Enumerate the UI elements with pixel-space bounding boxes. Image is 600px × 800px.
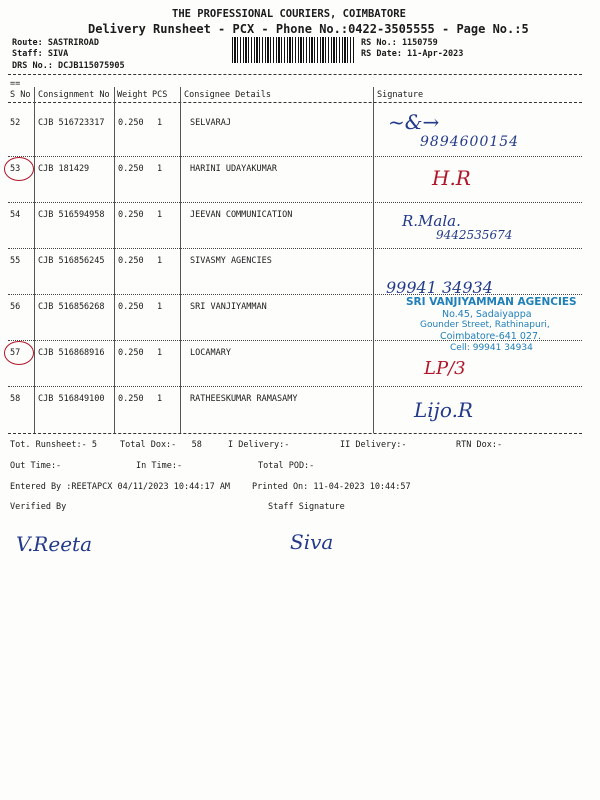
col-consignee: Consignee Details	[184, 90, 271, 100]
total-dox: Total Dox:- 58	[120, 440, 202, 450]
total-pod: Total POD:-	[258, 461, 315, 471]
col-sno: S No	[10, 90, 31, 100]
tot-runsheet: Tot. Runsheet:- 5	[10, 440, 97, 450]
highlight-circle	[4, 157, 34, 181]
row-sno: 57	[10, 348, 21, 358]
ii-delivery: II Delivery:-	[340, 440, 407, 450]
staff-label: Staff: SIVA	[12, 49, 69, 59]
row-consignee: SIVASMY AGENCIES	[190, 256, 272, 266]
row-consignment: CJB 516849100	[38, 394, 105, 404]
row-consignee: SELVARAJ	[190, 118, 231, 128]
row-weight: 0.250	[118, 302, 144, 312]
row-consignment: CJB 516594958	[38, 210, 105, 220]
row-consignee: SRI VANJIYAMMAN	[190, 302, 267, 312]
agency-stamp	[398, 296, 588, 358]
signature-phone-54: 9442535674	[436, 228, 513, 242]
table-marker: ==	[10, 79, 21, 89]
staff-signature: Siva	[290, 530, 334, 554]
row-sno: 52	[10, 118, 21, 128]
signature-phone-52: 9894600154	[420, 134, 520, 150]
row-consignment: CJB 516723317	[38, 118, 105, 128]
signature-name-54: R.Mala.	[402, 212, 461, 230]
row-pcs: 1	[157, 256, 163, 266]
col-signature: Signature	[377, 90, 424, 100]
row-consignment: CJB 516856268	[38, 302, 105, 312]
col-weight: Weight	[117, 90, 148, 100]
row-weight: 0.250	[118, 348, 144, 358]
row-sno: 58	[10, 394, 21, 404]
col-divider	[180, 87, 181, 433]
row-consignment: CJB 516868916	[38, 348, 105, 358]
row-weight: 0.250	[118, 118, 144, 128]
row-divider	[8, 202, 582, 203]
row-divider	[8, 248, 582, 249]
col-divider	[373, 87, 374, 433]
rs-date: RS Date: 11-Apr-2023	[361, 49, 464, 59]
col-consignment: Consignment No	[38, 90, 110, 100]
drs-number: DRS No.: DCJB115075905	[12, 61, 125, 71]
row-pcs: 1	[157, 302, 163, 312]
i-delivery: I Delivery:-	[228, 440, 290, 450]
col-pcs: PCS	[152, 90, 168, 100]
company-name: THE PROFESSIONAL COURIERS, COIMBATORE	[172, 8, 406, 20]
verified-by-signature: V.Reeta	[16, 532, 92, 556]
route-label: Route: SASTRIROAD	[12, 38, 99, 48]
row-sno: 55	[10, 256, 21, 266]
row-pcs: 1	[157, 348, 163, 358]
row-pcs: 1	[157, 164, 163, 174]
stamp-line: Coimbatore-641 027.	[440, 331, 542, 342]
rs-number: RS No.: 1150759	[361, 38, 438, 48]
row-consignee: HARINI UDAYAKUMAR	[190, 164, 277, 174]
signature-row-57: LP/3	[424, 358, 466, 379]
stamp-line: Cell: 99941 34934	[450, 343, 533, 353]
row-consignment: CJB 181429	[38, 164, 90, 174]
header-rule-top	[8, 74, 582, 75]
signature-row-53: H.R	[432, 166, 471, 190]
row-sno: 56	[10, 302, 21, 312]
row-consignment: CJB 516856245	[38, 256, 105, 266]
row-divider	[8, 156, 582, 157]
row-weight: 0.250	[118, 164, 144, 174]
verified-by-label: Verified By	[10, 502, 67, 512]
signature-row-52: ~&→	[388, 110, 440, 134]
row-weight: 0.250	[118, 256, 144, 266]
in-time: In Time:-	[136, 461, 183, 471]
col-divider	[114, 87, 115, 433]
runsheet-title: Delivery Runsheet - PCX - Phone No.:0422-3505555 - Page No.:5	[88, 22, 529, 36]
row-sno: 53	[10, 164, 21, 174]
header-rule-bottom	[8, 102, 582, 103]
stamp-line: Gounder Street, Rathinapuri,	[420, 320, 550, 330]
row-consignee: LOCAMARY	[190, 348, 231, 358]
row-pcs: 1	[157, 118, 163, 128]
barcode-image	[232, 37, 354, 63]
col-divider	[34, 87, 35, 433]
rtn-dox: RTN Dox:-	[456, 440, 503, 450]
row-weight: 0.250	[118, 210, 144, 220]
printed-on: Printed On: 11-04-2023 10:44:57	[252, 482, 411, 492]
row-pcs: 1	[157, 210, 163, 220]
stamp-line: No.45, Sadaiyappa	[442, 309, 532, 320]
entered-by: Entered By :REETAPCX 04/11/2023 10:44:17 AM	[10, 482, 231, 492]
row-consignee: JEEVAN COMMUNICATION	[190, 210, 293, 220]
staff-signature-label: Staff Signature	[268, 502, 345, 512]
row-divider	[8, 294, 582, 295]
signature-phone-55: 99941 34934	[386, 278, 493, 297]
out-time: Out Time:-	[10, 461, 62, 471]
highlight-circle	[4, 341, 34, 365]
row-consignee: RATHEESKUMAR RAMASAMY	[190, 394, 298, 404]
stamp-name: SRI VANJIYAMMAN AGENCIES	[406, 296, 577, 308]
table-rule-bottom	[8, 433, 582, 434]
row-pcs: 1	[157, 394, 163, 404]
row-divider	[8, 386, 582, 387]
row-sno: 54	[10, 210, 21, 220]
row-weight: 0.250	[118, 394, 144, 404]
signature-row-58: Lijo.R	[414, 398, 473, 422]
